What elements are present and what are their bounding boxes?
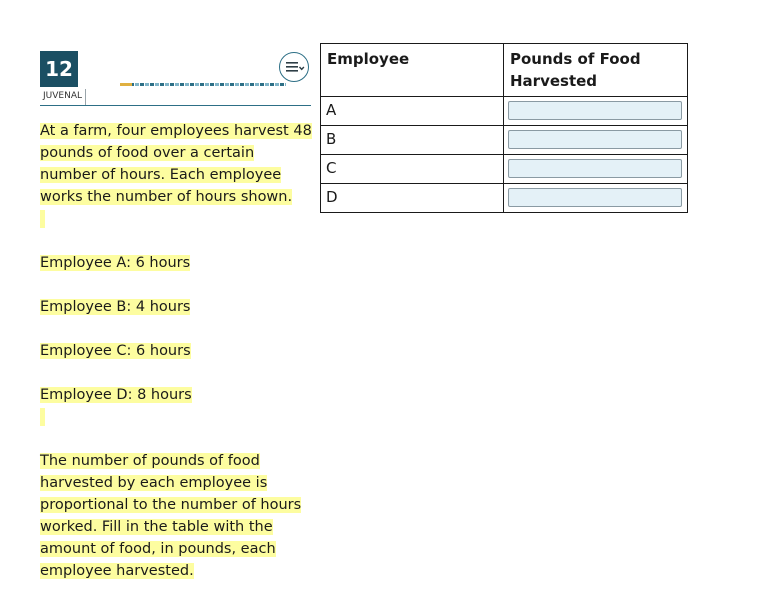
highlight-separator xyxy=(40,408,45,426)
question-number: 12 xyxy=(40,51,78,87)
row-label: A xyxy=(321,97,504,126)
answer-input-a[interactable] xyxy=(508,101,682,120)
context-menu-icon xyxy=(280,53,310,83)
answer-cell xyxy=(504,155,688,184)
table-row xyxy=(321,126,688,155)
column-header-employee: Employee xyxy=(321,44,504,97)
table-header-row xyxy=(321,44,688,97)
employee-hours-c: Employee C: 6 hours xyxy=(40,343,191,359)
answer-cell xyxy=(504,97,688,126)
table-row xyxy=(321,97,688,126)
employee-hours-d: Employee D: 8 hours xyxy=(40,387,192,403)
header-divider xyxy=(40,105,311,106)
answer-input-c[interactable] xyxy=(508,159,682,178)
row-label: D xyxy=(321,184,504,213)
answer-input-d[interactable] xyxy=(508,188,682,207)
answer-input-b[interactable] xyxy=(508,130,682,149)
table-row xyxy=(321,155,688,184)
answer-table xyxy=(320,43,688,213)
progress-bar xyxy=(120,83,286,86)
student-name: JUVENAL xyxy=(40,89,86,105)
row-label: C xyxy=(321,155,504,184)
answer-cell xyxy=(504,184,688,213)
question-passage xyxy=(40,120,312,582)
column-header-pounds: Pounds of Food Harvested xyxy=(504,44,688,97)
employee-hours-a: Employee A: 6 hours xyxy=(40,255,191,271)
answer-cell xyxy=(504,126,688,155)
highlight-separator xyxy=(40,210,45,228)
employee-hours-b: Employee B: 4 hours xyxy=(40,299,191,315)
progress-marker xyxy=(120,83,132,86)
context-menu-button[interactable] xyxy=(279,52,309,82)
table-row xyxy=(321,184,688,213)
passage-intro: At a farm, four employees harvest 48 pounds of food over a certain number of hours. Each employee works the number of hours shown. xyxy=(40,123,312,205)
passage-instructions: The number of pounds of food harvested by each employee is proportional to the number of hours worked. Fill in the table with the amount of food, in pounds, each employee harvested. xyxy=(40,453,302,579)
row-label: B xyxy=(321,126,504,155)
